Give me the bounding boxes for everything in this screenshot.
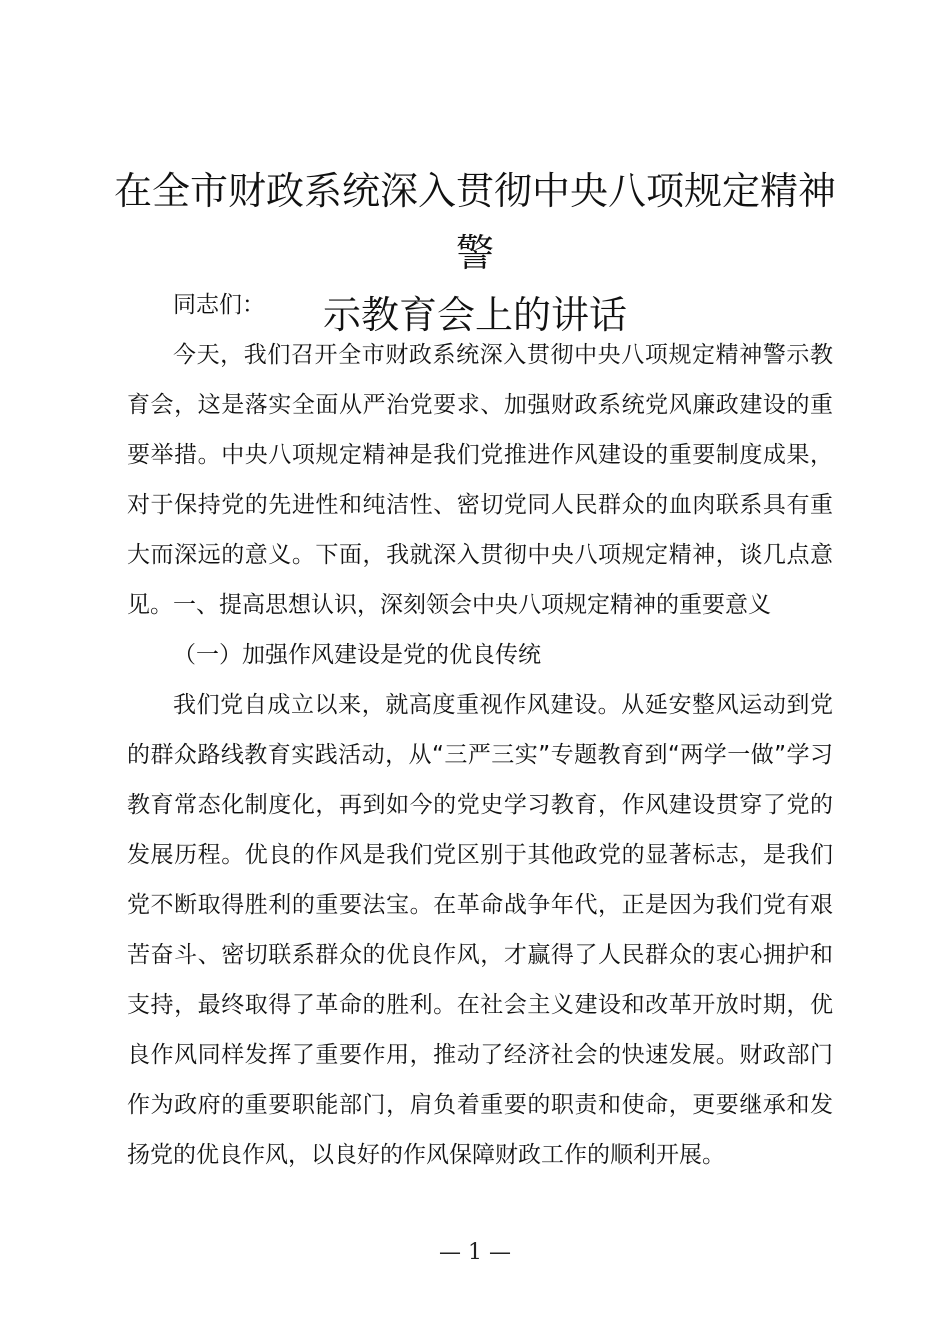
page-number: — 1 —: [439, 1240, 511, 1265]
title-line-2: 示教育会上的讲话: [322, 293, 627, 337]
section-heading-1: 一、提高思想认识，深刻领会中央八项规定精神的重要意义: [173, 592, 771, 618]
paragraph-body: 我们党自成立以来，就高度重视作风建设。从延安整风运动到党的群众路线教育实践活动，从“三严三实”专题教育到“两学一做”学习教育常态化制度化，再到如今的党史学习教育，作风建设贯穿了党的发展历程。优良的作风是我们党区别于其他政党的显著标志，是我们党不断取得胜利的重要法宝。在革命战争年代，正是因为我们党有艰苦奋斗、密切联系群众的优良作风，才赢得了人民群众的衷心拥护和支持，最终取得了革命的胜利。在社会主义建设和改革开放时期，优良作风同样发挥了重要作用，推动了经济社会的快速发展。财政部门作为政府的重要职能部门，肩负着重要的职责和使命，更要继承和发扬党的优良作风，以良好的作风保障财政工作的顺利开展。: [127, 692, 833, 1168]
greeting: 同志们：: [173, 292, 265, 318]
subsection-heading-1: （一）加强作风建设是党的优良传统: [173, 642, 541, 668]
title-line-1: 在全市财政系统深入贯彻中央八项规定精神警: [113, 169, 836, 275]
paragraph-intro: 今天，我们召开全市财政系统深入贯彻中央八项规定精神警示教育会，这是落实全面从严治党要求、加强财政系统党风廉政建设的重要举措。中央八项规定精神是我们党推进作风建设的重要制度成果，对于保持党的先进性和纯洁性、密切党同人民群众的血肉联系具有重大而深远的意义。下面，我就深入贯彻中央八项规定精神，谈几点意见。: [127, 342, 833, 618]
